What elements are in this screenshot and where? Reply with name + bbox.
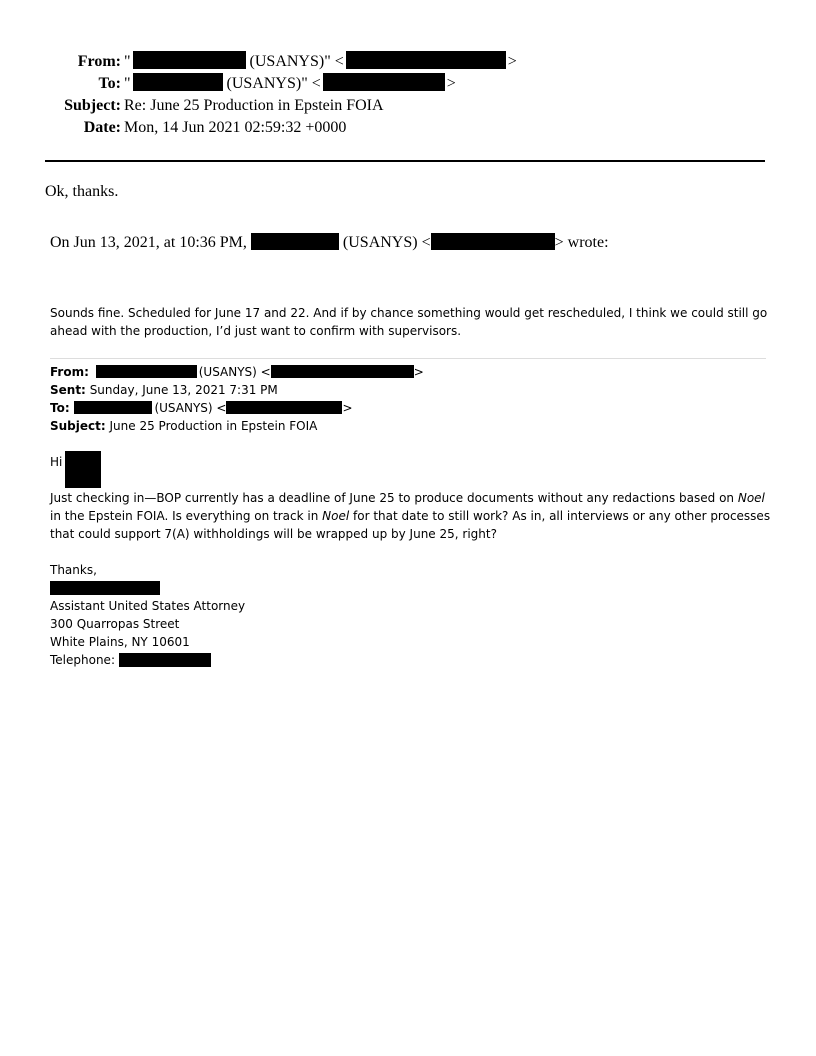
redaction-block	[323, 73, 445, 91]
orig-to-row	[50, 399, 353, 417]
redaction-block	[50, 581, 160, 595]
header-to-row	[0, 73, 816, 95]
body-text: for that date to still work? As in, all interviews or any other processes	[349, 509, 771, 523]
to-value	[124, 73, 456, 95]
reply-text: Ok, thanks.	[45, 183, 119, 200]
redaction-block	[251, 233, 339, 250]
case-name-noel: Noel	[322, 509, 350, 523]
orig-from-org: (USANYS) <	[198, 365, 271, 379]
quote-divider	[50, 358, 766, 359]
from-value	[124, 51, 517, 73]
redaction-block	[133, 51, 246, 69]
orig-to-label: To:	[50, 401, 70, 415]
signature-phone-row	[50, 651, 211, 669]
orig-from-close: >	[413, 365, 424, 379]
phone-label: Telephone:	[50, 653, 115, 667]
orig-from-row	[50, 363, 424, 381]
redaction-block	[65, 451, 101, 488]
greeting: Hi	[50, 455, 63, 469]
from-org: (USANYS)" <	[249, 53, 344, 70]
case-name-noel: Noel	[737, 491, 765, 505]
redaction-block	[119, 653, 211, 667]
orig-to-org: (USANYS) <	[154, 401, 227, 415]
from-label: From:	[77, 53, 121, 70]
header-subject-row	[0, 95, 816, 117]
orig-to-close: >	[342, 401, 353, 415]
body-line	[50, 507, 770, 525]
quote-intro-prefix: On Jun 13, 2021, at 10:36 PM,	[50, 234, 247, 251]
orig-sent-label: Sent:	[50, 383, 86, 397]
header-date-row	[0, 117, 816, 139]
from-quote: "	[124, 53, 131, 70]
to-close: >	[446, 75, 456, 92]
to-quote: "	[124, 75, 131, 92]
orig-subject-label: Subject:	[50, 419, 106, 433]
quote-intro-org: (USANYS) <	[342, 234, 431, 251]
redaction-block	[96, 365, 197, 378]
signature-street: 300 Quarropas Street	[50, 617, 180, 631]
redaction-block	[133, 73, 223, 91]
body-line: that could support 7(A) withholdings will be wrapped up by June 25, right?	[50, 527, 497, 541]
signature-title: Assistant United States Attorney	[50, 599, 246, 613]
orig-from-label: From:	[50, 365, 89, 379]
date-label: Date:	[83, 119, 121, 136]
body-line	[50, 489, 765, 507]
header-divider	[45, 160, 765, 162]
orig-sent-value: Sunday, June 13, 2021 7:31 PM	[89, 383, 278, 397]
orig-sent-row	[50, 381, 278, 399]
orig-subject-row	[50, 417, 317, 435]
from-close: >	[507, 53, 517, 70]
body-text: Just checking in—BOP currently has a deadline of June 25 to produce documents without any redactions based on	[50, 491, 738, 505]
subject-value: Re: June 25 Production in Epstein FOIA	[124, 97, 384, 114]
to-label: To:	[98, 75, 121, 92]
redaction-block	[431, 233, 555, 250]
quote-intro-suffix: > wrote:	[554, 234, 609, 251]
redaction-block	[346, 51, 506, 69]
redaction-block	[74, 401, 152, 414]
date-value: Mon, 14 Jun 2021 02:59:32 +0000	[124, 119, 347, 136]
signature-city: White Plains, NY 10601	[50, 635, 190, 649]
to-org: (USANYS)" <	[226, 75, 321, 92]
closing: Thanks,	[50, 563, 97, 577]
header-from-row	[0, 51, 816, 73]
quoted-reply-line: Sounds fine. Scheduled for June 17 and 22. And if by chance something would get rescheduled, I think we could still go	[50, 306, 768, 320]
subject-label: Subject:	[64, 97, 121, 114]
redaction-block	[226, 401, 342, 414]
orig-subject-value: June 25 Production in Epstein FOIA	[109, 419, 318, 433]
redaction-block	[271, 365, 414, 378]
quoted-reply-line: ahead with the production, I’d just want to confirm with supervisors.	[50, 324, 462, 338]
body-text: in the Epstein FOIA. Is everything on track in	[50, 509, 323, 523]
quote-intro	[50, 233, 609, 252]
